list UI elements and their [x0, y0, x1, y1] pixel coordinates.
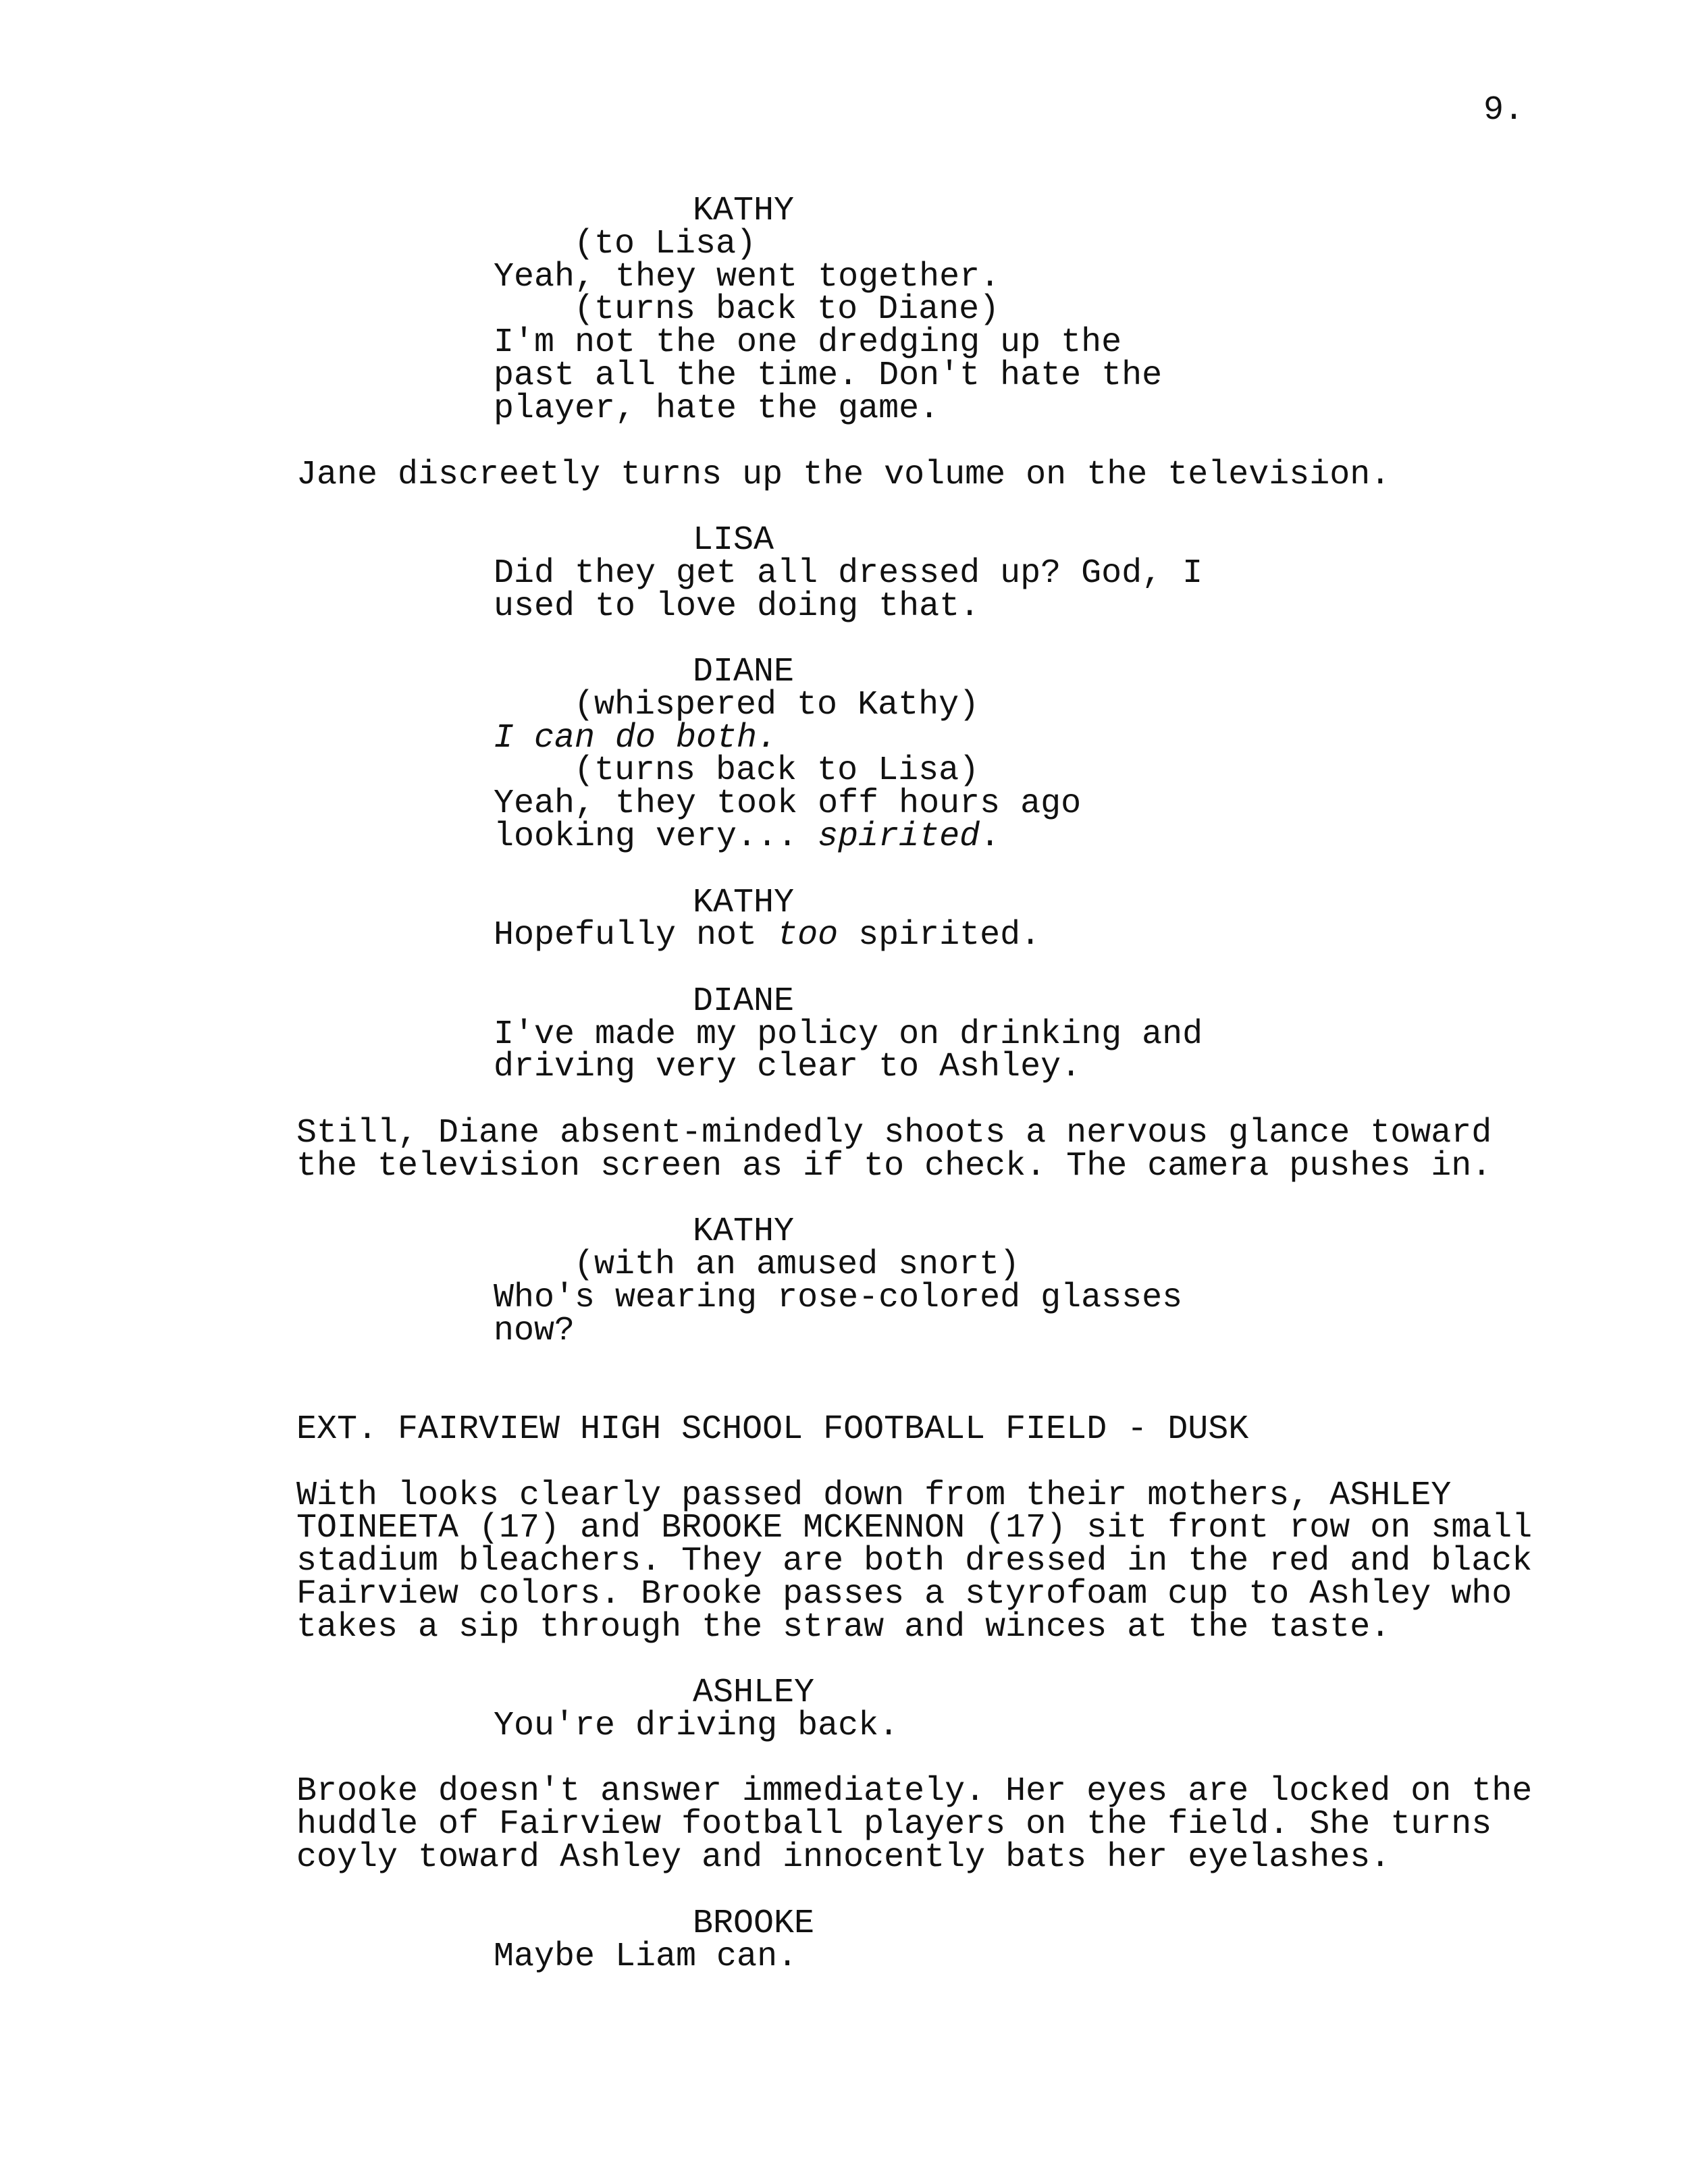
dialogue-line: looking very... spirited.: [494, 818, 1001, 856]
dialogue-line: I'm not the one dredging up the: [494, 323, 1122, 362]
parenthetical: (with an amused snort): [574, 1246, 1020, 1284]
character-name: KATHY: [693, 1213, 795, 1251]
action-line: With looks clearly passed down from their mothers, ASHLEY: [296, 1476, 1452, 1515]
parenthetical: (turns back to Lisa): [574, 751, 980, 790]
action-line: Jane discreetly turns up the volume on the television.: [296, 456, 1391, 494]
dialogue-line: Yeah, they took off hours ago: [494, 784, 1082, 823]
parenthetical: (whispered to Kathy): [574, 686, 980, 724]
parenthetical: (turns back to Diane): [574, 290, 1000, 329]
action-line: coyly toward Ashley and innocently bats her eyelashes.: [296, 1838, 1391, 1877]
dialogue-line-italic: I can do both.: [494, 719, 778, 757]
action-line: Still, Diane absent-mindedly shoots a nervous glance toward: [296, 1114, 1492, 1152]
action-line: Brooke doesn't answer immediately. Her eyes are locked on the: [296, 1772, 1533, 1811]
character-name: KATHY: [693, 192, 795, 230]
action-line: Fairview colors. Brooke passes a styrofoam cup to Ashley who: [296, 1575, 1512, 1614]
dialogue-line: now?: [494, 1312, 575, 1350]
action-line: the television screen as if to check. The camera pushes in.: [296, 1147, 1492, 1186]
scene-heading: EXT. FAIRVIEW HIGH SCHOOL FOOTBALL FIELD - DUSK: [296, 1410, 1249, 1449]
page-number: 9.: [1483, 91, 1525, 130]
character-name: BROOKE: [693, 1905, 815, 1943]
character-name: KATHY: [693, 884, 795, 922]
dialogue-line: I've made my policy on drinking and: [494, 1015, 1203, 1054]
dialogue-line: You're driving back.: [494, 1707, 899, 1745]
dialogue-line: Yeah, they went together.: [494, 258, 1001, 296]
action-line: takes a sip through the straw and winces at the taste.: [296, 1608, 1391, 1647]
dialogue-line: Hopefully not too spirited.: [494, 916, 1041, 955]
action-line: huddle of Fairview football players on the field. She turns: [296, 1805, 1492, 1844]
dialogue-line: used to love doing that.: [494, 587, 980, 626]
dialogue-line: player, hate the game.: [494, 390, 940, 428]
dialogue-line: past all the time. Don't hate the: [494, 356, 1163, 395]
action-line: stadium bleachers. They are both dressed in the red and black: [296, 1542, 1533, 1580]
character-name: ASHLEY: [693, 1674, 815, 1712]
dialogue-line: driving very clear to Ashley.: [494, 1048, 1082, 1086]
dialogue-line: Did they get all dressed up? God, I: [494, 554, 1203, 593]
parenthetical: (to Lisa): [574, 225, 757, 263]
character-name: LISA: [693, 521, 774, 560]
character-name: DIANE: [693, 653, 795, 691]
character-name: DIANE: [693, 982, 795, 1021]
dialogue-line: Maybe Liam can.: [494, 1938, 798, 1976]
dialogue-line: Who's wearing rose-colored glasses: [494, 1279, 1183, 1317]
action-line: TOINEETA (17) and BROOKE MCKENNON (17) sit front row on small: [296, 1509, 1533, 1547]
